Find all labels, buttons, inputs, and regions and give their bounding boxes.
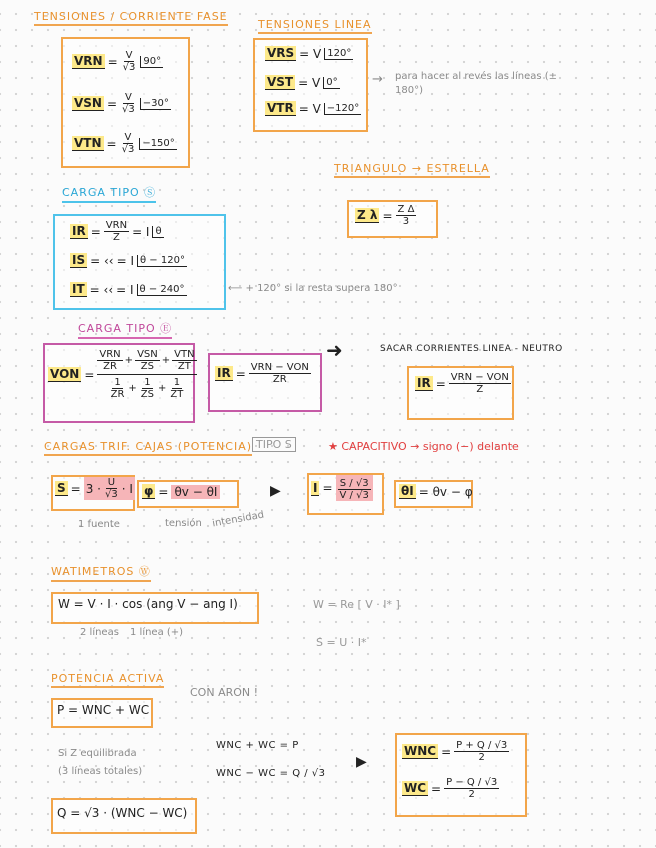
label-1-fuente: 1 fuente: [78, 519, 120, 530]
eq-vst: VST = V 0°: [267, 75, 338, 90]
eq-p: P = WNC + WC: [57, 703, 150, 717]
header-potencia-activa: POTENCIA ACTIVA: [51, 672, 164, 688]
eq-wc: WC = $\frac{P - Q / √3}{2}$: [404, 777, 498, 800]
eq-diff-w: WNC − WC = Q / √3: [216, 768, 326, 779]
eq-vtn: VTN = $\frac{V}{√3}$ −150°: [74, 132, 175, 155]
eq-w-re: W = Re [ V · I* ]: [313, 598, 400, 611]
eq-z-lambda: Z λ = $\frac{\text{Z Δ}}{3}$: [357, 204, 415, 227]
eq-vrn: VRN = $\frac{V}{√3}$ 90°: [74, 50, 162, 73]
eq-s: S = 3 · $\frac{U}{√3}$ · I: [57, 477, 133, 500]
eq-thetai: θI = θv − φ: [401, 484, 473, 499]
header-carga-e: CARGA TIPO Ⓔ: [78, 320, 172, 339]
header-cargas-trif: CARGAS TRIF. CAJAS (POTENCIA): [44, 440, 252, 456]
eq-s-ui: S = U · I*: [316, 636, 367, 649]
header-watimetros: WATIMETROS Ⓦ: [51, 563, 151, 582]
eq-wattmeter: W = V · I · cos (ang V − ang I): [58, 597, 238, 611]
note-con-aron: CON ARON !: [190, 686, 259, 699]
curved-arrow-icon: ➜: [326, 338, 343, 362]
eq-it-s: IT = ‹‹ = I θ − 240°: [72, 282, 185, 297]
eq-wnc: WNC = $\frac{P + Q / √3}{2}$: [404, 740, 508, 763]
label-1-linea: 1 línea (+): [130, 627, 184, 638]
eq-vtr: VTR = V −120°: [267, 101, 360, 116]
eq-ir-e: IR = $\frac{\text{VRN − VON}}{ZR}$: [217, 362, 309, 385]
eq-sum-w: WNC + WC = P: [216, 740, 299, 751]
eq-vrs: VRS = V 120°: [267, 46, 352, 61]
tag-tipo-s: TIPO S: [252, 437, 296, 452]
eq-phi: φ = θv − θI: [142, 484, 220, 499]
eq-ir-neutro: IR = $\frac{\text{VRN − VON}}{Z}$: [417, 372, 509, 395]
arrow-icon: →: [372, 72, 383, 87]
header-tensiones-fase: TENSIONES / CORRIENTE FASE: [34, 10, 228, 26]
label-2-lineas: 2 líneas: [80, 627, 119, 638]
eq-ir-s: IR = $\frac{\text{VRN}}{Z}$ = I θ: [72, 220, 162, 243]
triangle-arrow-icon: ▶: [270, 483, 281, 499]
note-resta: ⟵ + 120° si la resta supera 180°: [228, 283, 398, 294]
header-triangulo-estrella: TRIANGULO → ESTRELLA: [334, 162, 490, 178]
text-sacar-corrientes: SACAR CORRIENTES LINEA - NEUTRO: [380, 344, 563, 354]
label-intensidad: intensidad: [211, 509, 265, 530]
eq-is-s: IS = ‹‹ = I θ − 120°: [72, 253, 185, 268]
triangle-arrow-icon: ▶: [356, 754, 367, 770]
eq-vsn: VSN = $\frac{V}{√3}$ −30°: [74, 92, 169, 115]
eq-von: VON = $\frac{\text{VRN}}{ZR}$ + $\frac{\text{VSN}}{ZS}$ + $\frac{\text{VTN}}{ZT}$ $\frac{1}{ZR}$ + $\frac{1}{ZS}$ + $\frac{1}{ZT}$: [50, 349, 195, 400]
eq-i: I = $\frac{S / √3}{V / √3}$: [311, 475, 373, 501]
header-carga-s: CARGA TIPO Ⓢ: [62, 184, 156, 203]
note-lineas: para hacer al revés las líneas (± 180°): [395, 71, 558, 96]
note-equilibrada: Si Z equilibrada: [58, 748, 137, 759]
note-lineas-totales: (3 líneas totales): [58, 766, 143, 777]
header-tensiones-linea: TENSIONES LINEA: [258, 18, 372, 34]
eq-q: Q = √3 · (WNC − WC): [57, 806, 188, 820]
label-tension: tensión: [165, 518, 202, 529]
arrow-left-icon: ⟵: [228, 283, 246, 294]
note-capacitivo: ★ CAPACITIVO → signo (−) delante: [328, 440, 519, 453]
